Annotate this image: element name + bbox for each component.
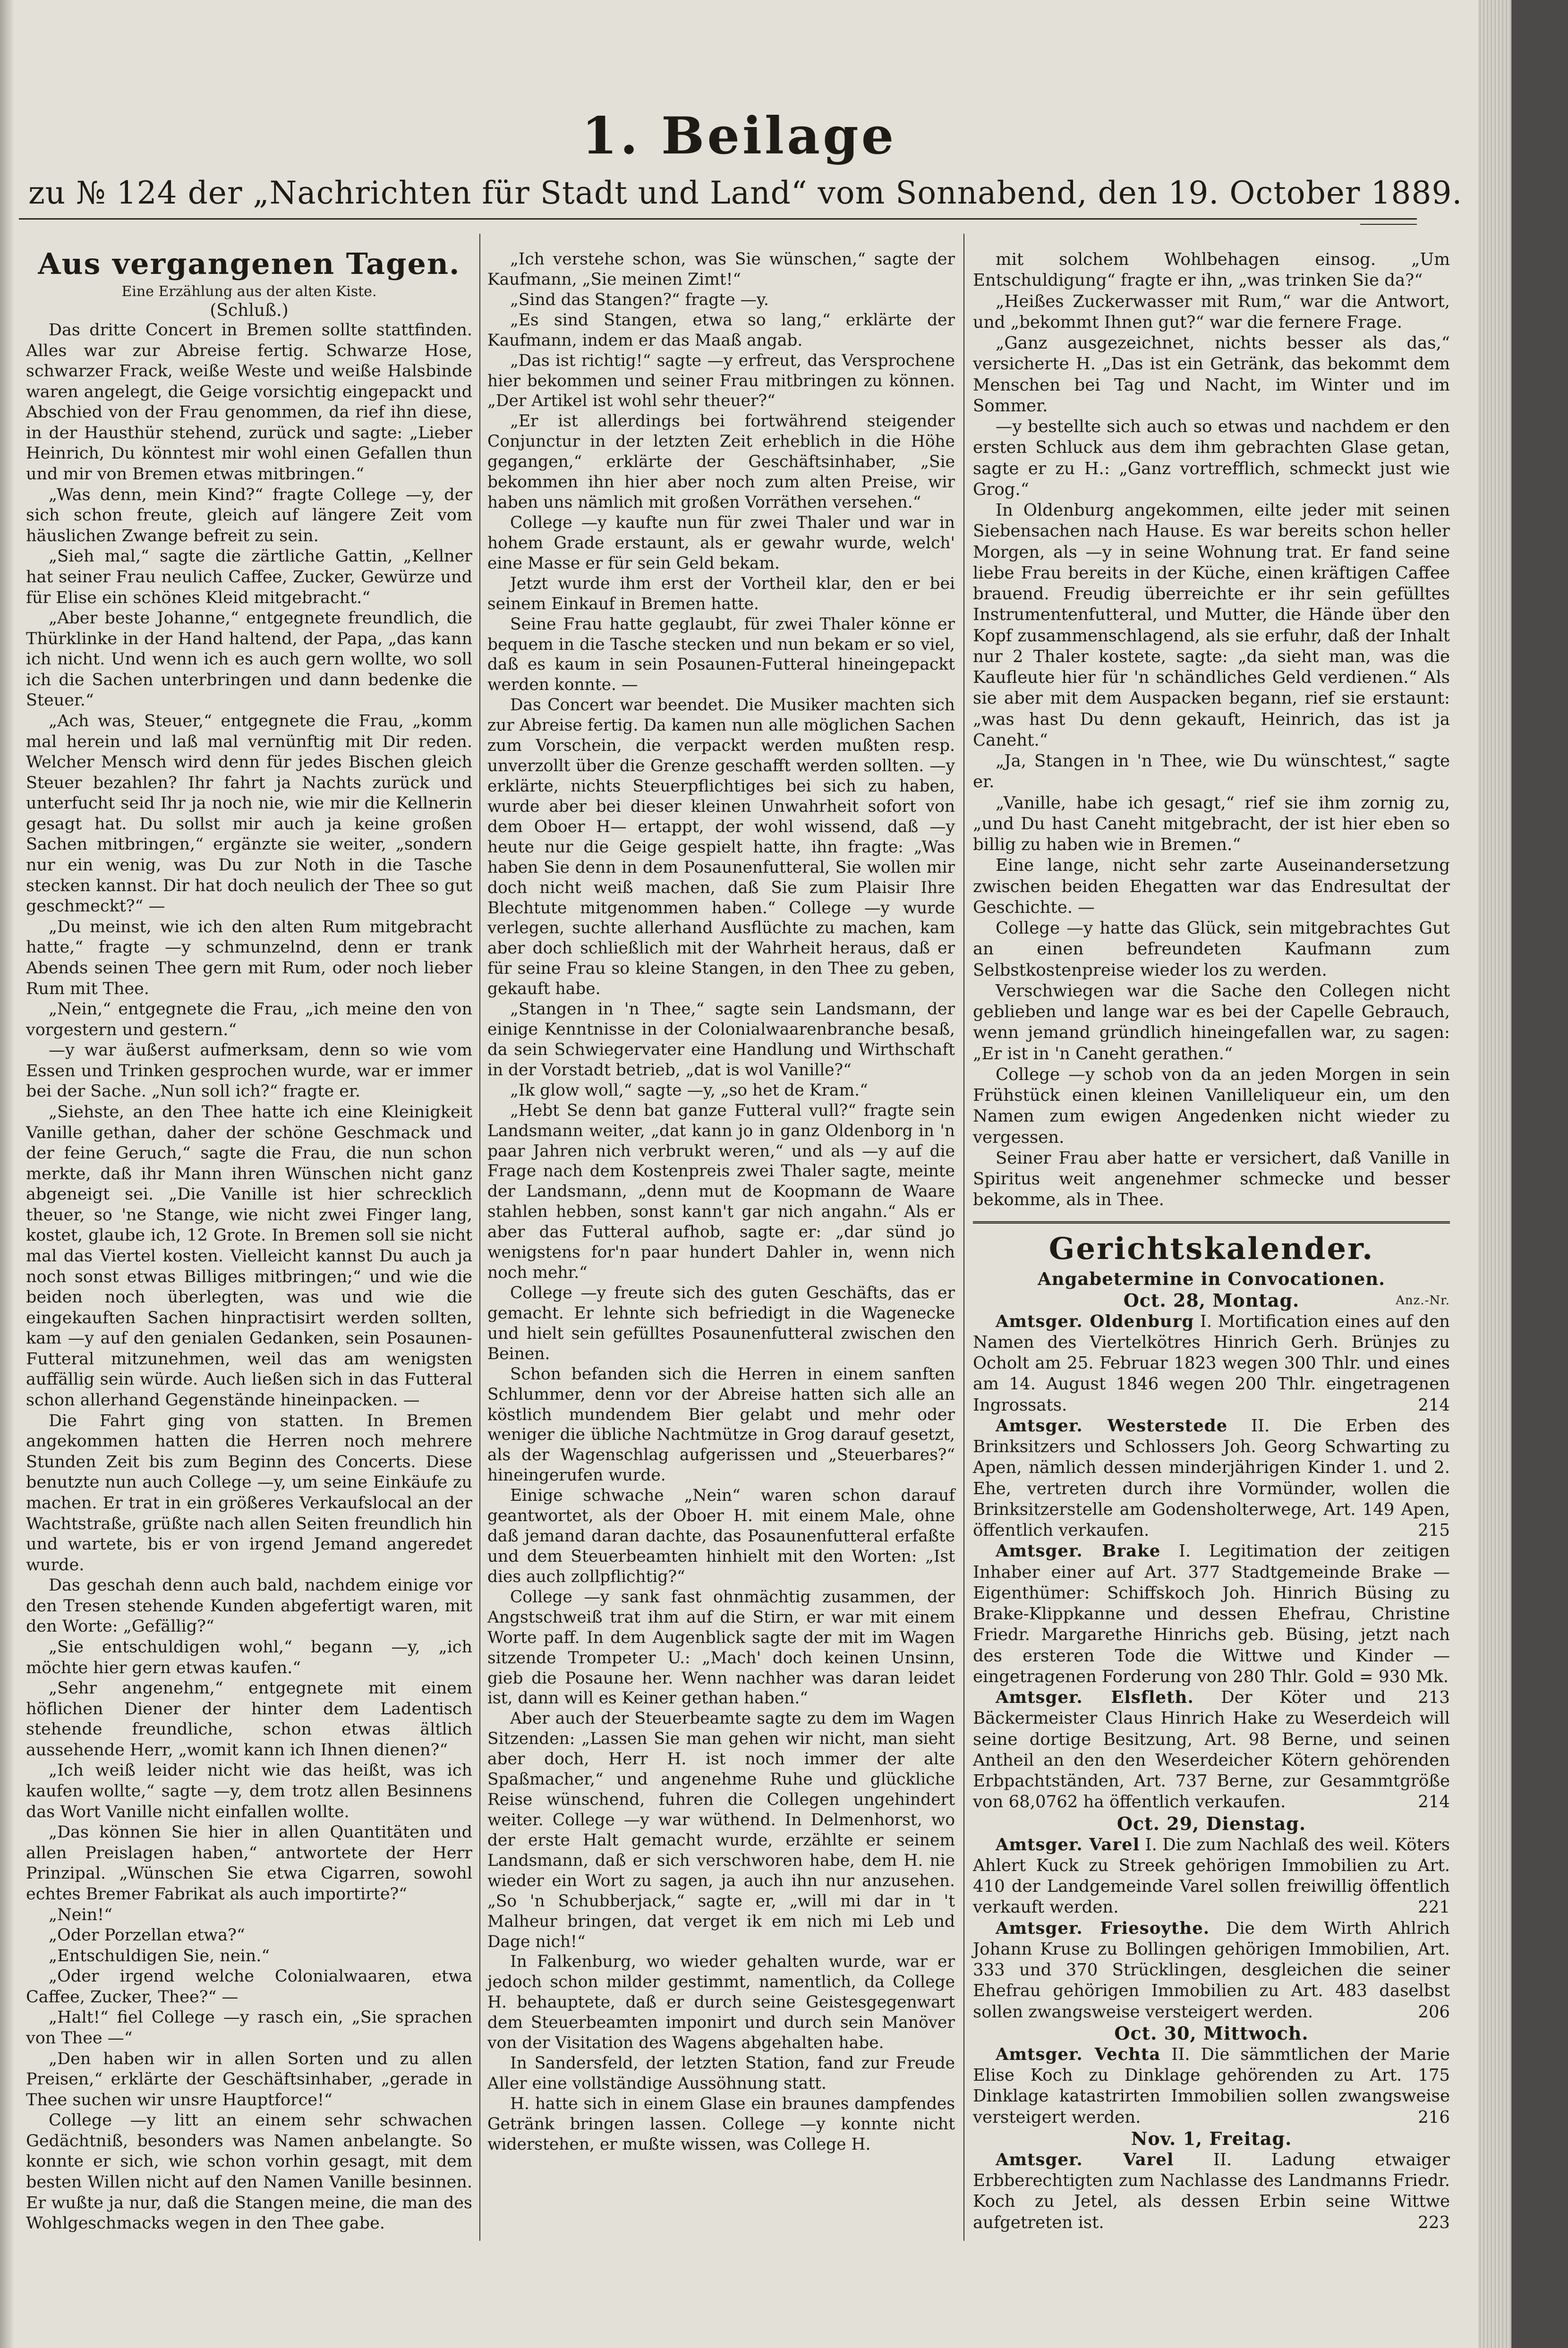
header-rule-short bbox=[1360, 224, 1417, 225]
kalender-date bbox=[973, 2128, 1450, 2150]
story-paragraph: Verschwiegen war die Sache den Collegen nicht geblieben und lange war es bei der Capelle Gebrauch, wenn jemand gründlich hineingefallen war, zu sagen: „Er ist in 'n Caneht gerathen.“ bbox=[973, 981, 1450, 1063]
entry-number: 216 bbox=[1418, 2107, 1450, 2127]
supplement-title: 1. Beilage bbox=[581, 106, 897, 166]
story-paragraph: College —y kaufte nun für zwei Thaler und war in hohem Grade erstaunt, als er gewahr wurde, welch' eine Masse er für sein Geld bekam. bbox=[487, 513, 955, 573]
entry-number: 214 bbox=[1418, 1792, 1450, 1812]
story-paragraph: College —y schob von da an jeden Morgen in sein Frühstück einen kleinen Vanilleliqueur ein, um den Namen zum ewigen Angedenken nicht wieder zu vergessen. bbox=[973, 1064, 1450, 1147]
story-paragraph: „Sehr angenehm,“ entgegnete mit einem höflichen Diener der hinter dem Ladentisch stehende freundliche, schon etwas ältlich aussehende Herr, „womit kann ich Ihnen dienen?“ bbox=[26, 1679, 472, 1760]
entry-description: II. Ladung etwaiger Erbberechtigten zum Nachlasse des Landmanns Friedr. Koch zu Jetel, als dessen Erbin seine Wittwe aufgetreten ist. bbox=[973, 2150, 1450, 2232]
kalender-entry bbox=[973, 1416, 1450, 1541]
story-paragraph: Das Concert war beendet. Die Musiker machten sich zur Abreise fertig. Da kamen nun alle möglichen Sachen zum Vorschein, die verpackt werden mußten resp. unverzollt über die Grenze geschafft werden sollten. —y erklärte, nichts Steuerpflichtiges bei sich zu haben, wurde aber bei dieser kleinen Unwahrheit sofort von dem Oboer H— ertappt, der wohl wissend, daß —y heute nur die Geige gespielt hatte, ihn fragte: „Was haben Sie denn in dem Posaunenfutteral, Sie wollen mir doch nicht weiß machen, daß Sie zum Plaisir Ihre Blechtute mitgenommen haben.“ College —y wurde verlegen, suchte allerhand Ausflüchte zu machen, kam aber doch schließlich mit der Wahrheit heraus, daß er für seine Frau so kleine Stangen, in den Thee zu geben, gekauft habe. bbox=[487, 696, 955, 999]
story-paragraph: „Aber beste Johanne,“ entgegnete freundlich, die Thürklinke in der Hand haltend, der Papa, „das kann ich nicht. Und wenn ich es auch gern wollte, wo soll ich die Sachen unterbringen und dann bedenke die Steuer.“ bbox=[26, 609, 472, 710]
kalender-title: Gerichtskalender. bbox=[1048, 1231, 1374, 1267]
header-rule bbox=[19, 218, 1417, 220]
column-divider-1 bbox=[479, 234, 480, 2241]
story-paragraph: „Es sind Stangen, etwa so lang,“ erklärte der Kaufmann, indem er das Maaß angab. bbox=[487, 310, 955, 350]
story-paragraph: „Sieh mal,“ sagte die zärtliche Gattin, „Kellner hat seiner Frau neulich Caffee, Zucker, Gewürze und für Elise ein schönes Kleid mitgebracht.“ bbox=[26, 547, 472, 607]
story-paragraph: College —y freute sich des guten Geschäfts, das er gemacht. Er lehnte sich befriedigt in die Wagenecke und hielt sein gefülltes Posaunenfutteral zwischen den Beinen. bbox=[487, 1284, 955, 1363]
kalender-date bbox=[973, 1813, 1450, 1835]
story-paragraph: „Stangen in 'n Thee,“ sagte sein Landsmann, der einige Kenntnisse in der Colonialwaarenbranche besaß, da sein Schwiegervater eine Handlung und Wirthschaft in der Vorstadt betrieb, „dat is wol Vanille?“ bbox=[487, 1000, 955, 1080]
kalender-subtitle: Angabetermine in Convocationen. bbox=[1037, 1268, 1386, 1289]
story-column-3 bbox=[973, 249, 1450, 2233]
story-paragraph: College —y litt an einem sehr schwachen Gedächtniß, besonders was Namen anbelangte. So konnte er sich, wie schon vorhin gesagt, mit dem besten Willen nicht auf den Namen Vanille besinnen. Er wußte ja nur, daß die Stangen meine, die man des Wohlgeschmacks wegen in den Thee gabe. bbox=[26, 2111, 472, 2233]
story-paragraph: —y war äußerst aufmerksam, denn so wie vom Essen und Trinken gesprochen wurde, war er immer bei der Sache. „Nun soll ich?“ fragte er. bbox=[26, 1041, 472, 1101]
story-paragraph: „Ich weiß leider nicht wie das heißt, was ich kaufen wollte,“ sagte —y, dem trotz allen Besinnens das Wort Vanille nicht einfallen wollte. bbox=[26, 1761, 472, 1821]
story-paragraph: Seine Frau hatte geglaubt, für zwei Thaler könne er bequem in die Tasche stecken und nun bekam er so viel, daß es kaum in sein Posaunen-Futteral hineingepackt werden konnte. — bbox=[487, 614, 955, 695]
page-edges bbox=[1478, 0, 1511, 2348]
story-paragraph: „Halt!“ fiel College —y rasch ein, „Sie sprachen von Thee —“ bbox=[26, 2008, 472, 2048]
story-paragraph: H. hatte sich in einem Glase ein braunes dampfendes Getränk bringen lassen. College —y konnte nicht widerstehen, er mußte wissen, was College H. bbox=[487, 2094, 955, 2154]
story-subtitle: Eine Erzählung aus der alten Kiste. bbox=[121, 283, 377, 300]
kalender-body bbox=[973, 1290, 1450, 2233]
story-paragraph: „Heißes Zuckerwasser mit Rum,“ war die Antwort, und „bekommt Ihnen gut?“ war die fernere Frage. bbox=[973, 291, 1450, 332]
kalender-date-label: Oct. 29, Dienstag. bbox=[1116, 1812, 1306, 1834]
kalender-entry bbox=[973, 1918, 1450, 2023]
story-paragraph: Jetzt wurde ihm erst der Vortheil klar, den er bei seinem Einkauf in Bremen hatte. bbox=[487, 574, 955, 613]
kalender-entry-text bbox=[973, 1918, 1450, 2023]
story-paragraph: In Sandersfeld, der letzten Station, fand zur Freude Aller eine vollständige Aussöhnung statt. bbox=[487, 2054, 955, 2093]
kalender-entry-text bbox=[973, 1687, 1450, 1813]
story-paragraph: College —y hatte das Glück, sein mitgebrachtes Gut an einen befreundeten Kaufmann zum Selbstkostenpreise wieder los zu werden. bbox=[973, 919, 1450, 980]
page-gutter bbox=[0, 0, 14, 2348]
story-column-3-body bbox=[973, 249, 1450, 1211]
story-paragraph: „Er ist allerdings bei fortwährend steigender Conjunctur in der letzten Zeit erheblich in die Höhe gegangen,“ erklärte der Geschäftsinhaber, „Sie bekommen ihn hier aber noch zum alten Preise, wir haben uns nämlich mit großen Vorräthen versehen.“ bbox=[487, 412, 955, 512]
kalender-entry-text bbox=[973, 1416, 1450, 1541]
kalender-separator bbox=[973, 1221, 1450, 1224]
kalender-entry bbox=[973, 2044, 1450, 2128]
story-paragraph: „Hebt Se denn bat ganze Futteral vull?“ fragte sein Landsmann weiter, „dat kann jo in ganz Oldenborg in 'n paar Jahren nich verbrukt weren,“ und als —y auf die Frage nach dem Kostenpreis zwei Thaler sagte, meinte der Landsmann, „denn mut de Koopmann de Waare stahlen hebben, sonst kann't gar nich angahn.“ Als er aber das Futteral aufhob, sagte er: „dar sünd jo wenigstens for'n paar hundert Dahler in, wenn nich noch mehr.“ bbox=[487, 1101, 955, 1283]
entry-description: Die dem Wirth Ahlrich Johann Kruse zu Bollingen gehörigen Immobilien, Art. 333 und 370 Strücklingen, desgleichen die seiner Ehefrau gehörigen Immobilien zu Art. 483 daselbst sollen zwangsweise versteigert werden. bbox=[973, 1918, 1450, 2022]
entry-description: I. Legitimation der zeitigen Inhaber einer auf Art. 377 Stadtgemeinde Brake — Eigenthümer: Schiffskoch Joh. Hinrich Büsing zu Brake-Klippkanne und dessen Ehefrau, Christine Friedr. Margarethe Hinrichs geb. Büsing, jetzt nach des ersteren Tode die Wittwe und Kinder — eingetragenen Forderung von 280 Thlr. Gold = 930 Mk. bbox=[973, 1541, 1450, 1686]
story-paragraph: „Oder irgend welche Colonialwaaren, etwa Caffee, Zucker, Thee?“ — bbox=[26, 1967, 472, 2007]
kalender-entry-text bbox=[973, 1311, 1450, 1416]
entry-number: 206 bbox=[1418, 2002, 1450, 2022]
entry-description: II. Die Erben des Brinksitzers und Schlossers Joh. Georg Schwarting zu Apen, nämlich dessen minderjährigen Kinder 1. und 2. Ehe, vertreten durch ihre Vormünder, wollen die Brinksitzerstelle am Godensholterwege, Art. 149 Apen, öffentlich verkaufen. bbox=[973, 1416, 1450, 1540]
story-paragraph: „Oder Porzellan etwa?“ bbox=[49, 1926, 245, 1945]
story-paragraph: „Vanille, habe ich gesagt,“ rief sie ihm zornig zu, „und Du hast Caneht mitgebracht, der ist hier eben so billig zu haben wie in Bremen.“ bbox=[973, 793, 1450, 854]
story-column-1-body bbox=[26, 320, 472, 2234]
story-paragraph: In Oldenburg angekommen, eilte jeder mit seinen Siebensachen nach Hause. Es war bereits schon heller Morgen, als —y in seine Wohnung trat. Er fand seine liebe Frau bereits in der Küche, einen kräftigen Caffee brauend. Freudig überreichte er ihr sein gefülltes Instrumentenfutteral, und Mutter, die Hände über den Kopf zusammenschlagend, als sie erfuhr, daß der Inhalt nur 2 Thaler kostete, sagte: „da sieht man, was die Kaufleute hier für 'n schändliches Geld verdienen.“ Als sie aber mit dem Auspacken begann, rief sie erstaunt: „was hast Du denn gekauft, Heinrich, das ist ja Caneht.“ bbox=[973, 501, 1450, 750]
column-divider-2 bbox=[963, 234, 964, 2241]
story-paragraph: mit solchem Wohlbehagen einsog. „Um Entschuldigung“ fragte er ihn, „was trinken Sie da?“ bbox=[973, 250, 1450, 290]
story-paragraph: Schon befanden sich die Herren in einem sanften Schlummer, denn vor der Abreise hatten sich alle an köstlich mundendem Bier gelabt und mehr oder weniger die übliche Nachtmütze in Grog darauf gesetzt, als der Wagenschlag aufgerissen und „Steuerbares?“ hineingerufen wurde. bbox=[487, 1364, 955, 1485]
entry-number: 213 bbox=[1418, 1688, 1450, 1707]
story-paragraph: „Ganz ausgezeichnet, nichts besser als das,“ versicherte H. „Das ist ein Getränk, das bekommt dem Menschen bei Tag und Nacht, im Winter und im Sommer. bbox=[973, 333, 1450, 416]
story-paragraph: Aber auch der Steuerbeamte sagte zu dem im Wagen Sitzenden: „Lassen Sie man gehen wir nicht, man sieht aber doch, Herr H. ist noch immer der alte Spaßmacher,“ und angenehme Ruhe und glückliche Reise wünschend, fuhren die Collegen ungehindert weiter. College —y war wüthend. In Delmenhorst, wo der erste Halt gemacht wurde, erzählte er seinem Landsmann, daß er sich verschworen habe, dem H. nie wieder ein Wort zu sagen, ja auch ihn nur anzusehen. „So 'n Schubberjack,“ sagte er, „will mi dar in 't Malheur bringen, dat verget ik em nich mi Leb und Dage nich!“ bbox=[487, 1709, 955, 1951]
story-paragraph: „Den haben wir in allen Sorten und zu allen Preisen,“ erklärte der Geschäftsinhaber, „gerade in Thee suchen wir unsre Hauptforce!“ bbox=[26, 2049, 472, 2110]
entry-description: I. Mortification eines auf den Namen des Viertelkötres Hinrich Gerh. Brünjes zu Ocholt am 25. Februar 1823 wegen 300 Thlr. und eines am 14. August 1846 wegen 200 Thlr. eingetragenen Ingrossats. bbox=[973, 1311, 1450, 1415]
kalender-date-label: Nov. 1, Freitag. bbox=[1131, 2127, 1292, 2149]
story-paragraph: „Was denn, mein Kind?“ fragte College —y, der sich schon freute, gleich auf längere Zeit vom häuslichen Zwange befreit zu sein. bbox=[26, 485, 472, 545]
story-column-2-body bbox=[487, 249, 955, 2155]
kalender-entry-text bbox=[973, 2044, 1450, 2128]
kalender-date-label: Oct. 30, Mittwoch. bbox=[1114, 2022, 1309, 2044]
court-name: Amtsger. Elsfleth. bbox=[996, 1688, 1194, 1707]
court-name: Amtsger. Westerstede bbox=[996, 1416, 1228, 1436]
court-name: Amtsger. Varel bbox=[996, 1835, 1140, 1855]
court-name: Amtsger. Brake bbox=[996, 1541, 1161, 1561]
story-paragraph: „Das können Sie hier in allen Quantitäten und allen Preislagen haben,“ antwortete der Herr Prinzipal. „Wünschen Sie etwa Cigarren, sowohl echtes Bremer Fabrikat als auch importirte?“ bbox=[26, 1823, 472, 1904]
story-column-2 bbox=[487, 249, 955, 2155]
court-name: Amtsger. Varel bbox=[996, 2150, 1174, 2169]
story-paragraph: „Nein!“ bbox=[49, 1905, 113, 1924]
story-paragraph: Die Fahrt ging von statten. In Bremen angekommen hatten die Herren noch mehrere Stunden Zeit bis zum Beginn des Concerts. Diese benutzte nun auch College —y, um seine Einkäufe zu machen. Er trat in ein größeres Verkaufslocal an der Wachtstraße, grüßte nach allen Seiten freundlich hin und wartete, bis er von irgend Jemand angeredet wurde. bbox=[26, 1411, 472, 1574]
supplement-subtitle: zu № 124 der „Nachrichten für Stadt und Land“ vom Sonnabend, den 19. October 1889. bbox=[28, 175, 1463, 211]
story-paragraph: „Ich verstehe schon, was Sie wünschen,“ sagte der Kaufmann, „Sie meinen Zimt!“ bbox=[487, 250, 955, 289]
story-paragraph: Einige schwache „Nein“ waren schon darauf geantwortet, als der Oboer H. mit einem Male, ohne daß jemand daran dachte, das Posaunenfutteral erfaßte und dem Steuerbeamten hinhielt mit den Worten: „Ist dies auch zollpflichtig?“ bbox=[487, 1486, 955, 1586]
entry-description: Der Köter und Bäckermeister Claus Hinrich Hake zu Weserdeich will seine dortige Besitzung, Art. 98 Berne, und seinen Antheil an den den Weserdeicher Kötern gehörenden Erbpachtständen, Art. 737 Berne, zur Gesammtgröße von 68,0762 ha öffentlich verkaufen. bbox=[973, 1688, 1450, 1812]
story-column-1 bbox=[26, 246, 472, 2234]
story-paragraph: „Ik glow woll,“ sagte —y, „so het de Kram.“ bbox=[510, 1080, 868, 1100]
kalender-entry-text bbox=[973, 1835, 1450, 1918]
kalender-date bbox=[973, 2023, 1450, 2044]
story-paragraph: In Falkenburg, wo wieder gehalten wurde, war er jedoch schon milder gestimmt, namentlich, da College H. behauptete, daß er durch seine Geistesgegenwart dem Steuerbeamten imponirt und durch sein Manöver von der Visitation des Wagens abgehalten habe. bbox=[487, 1952, 955, 2053]
story-paragraph: „Entschuldigen Sie, nein.“ bbox=[49, 1946, 270, 1965]
entry-description: I. Die zum Nachlaß des weil. Köters Ahlert Kuck zu Streek gehörigen Immobilien zu Art. 410 der Landgemeinde Varel sollen freiwillig öffentlich verkauft werden. bbox=[973, 1835, 1450, 1917]
story-paragraph: Das geschah denn auch bald, nachdem einige vor den Tresen stehende Kunden abgefertigt waren, mit den Worte: „Gefällig?“ bbox=[26, 1576, 472, 1636]
story-paragraph: Seiner Frau aber hatte er versichert, daß Vanille in Spiritus weit angenehmer schmecke und besser bekomme, als in Thee. bbox=[973, 1148, 1450, 1210]
kalender-entry bbox=[973, 1311, 1450, 1416]
court-name: Amtsger. Friesoythe. bbox=[996, 1918, 1210, 1938]
story-paragraph: College —y sank fast ohnmächtig zusammen, der Angstschweiß trat ihm auf die Stirn, er war mit einem Worte paff. In dem Augenblick sagte der mit im Wagen sitzende Trompeter U.: „Mach' doch keinen Unsinn, gieb die Posaune her. Wenn nachher was daran leidet ist, dann will es Keiner gethan haben.“ bbox=[487, 1587, 955, 1708]
kalender-date bbox=[973, 1290, 1450, 1311]
court-name: Amtsger. Vechta bbox=[996, 2044, 1161, 2064]
entry-number: 214 bbox=[1418, 1395, 1450, 1415]
anz-nr-label: Anz.-Nr. bbox=[1396, 1293, 1450, 1308]
kalender-entry bbox=[973, 2150, 1450, 2233]
story-paragraph: „Das ist richtig!“ sagte —y erfreut, das Versprochene hier bekommen und seiner Frau mitbringen zu können. „Der Artikel ist wohl sehr theuer?“ bbox=[487, 351, 955, 411]
story-paragraph: Eine lange, nicht sehr zarte Auseinandersetzung zwischen beiden Ehegatten war das Endresultat der Geschichte. — bbox=[973, 856, 1450, 917]
entry-number: 221 bbox=[1418, 1897, 1450, 1917]
kalender-entry bbox=[973, 1687, 1450, 1813]
court-name: Amtsger. Oldenburg bbox=[996, 1311, 1194, 1331]
story-paragraph: „Du meinst, wie ich den alten Rum mitgebracht hatte,“ fragte —y schmunzelnd, denn er trank Abends seinen Thee gern mit Rum, oder noch lieber Rum mit Thee. bbox=[26, 917, 472, 998]
entry-description: II. Die sämmtlichen der Marie Elise Koch zu Dinklage gehörenden zu Art. 175 Dinklage katastrirten Immobilien sollen zwangsweise versteigert werden. bbox=[973, 2044, 1450, 2127]
story-title: Aus vergangenen Tagen. bbox=[38, 247, 460, 281]
entry-number: 215 bbox=[1418, 1521, 1450, 1540]
story-paragraph: —y bestellte sich auch so etwas und nachdem er den ersten Schluck aus dem ihm gebrachten Glase getan, sagte er zu H.: „Ganz vortrefflich, schmeckt just wie Grog.“ bbox=[973, 417, 1450, 499]
story-paragraph: „Sie entschuldigen wohl,“ begann —y, „ich möchte hier gern etwas kaufen.“ bbox=[26, 1638, 472, 1677]
story-paragraph: „Siehste, an den Thee hatte ich eine Kleinigkeit Vanille gethan, daher der schöne Geschmack und der feine Geruch,“ sagte die Frau, die nun schon merkte, daß ihr Mann ihren Wünschen nicht ganz abgeneigt sei. „Die Vanille ist hier schrecklich theuer, so 'ne Stange, wie nicht zwei Finger lang, kostet, glaube ich, 12 Grote. In Bremen soll sie nicht mal das Viertel kosten. Vielleicht kannst Du auch ja noch sonst etwas Billiges mitbringen;“ und wie die beiden noch überlegten, was und wie die eingekauften Sachen hinpractisirt werden sollten, kam —y auf den genialen Gedanken, sein Posaunen-Futteral mitzunehmen, weil das am wenigsten auffällig sein würde. Auch ließen sich in das Futteral schon allerhand Gegenstände hineinpacken. — bbox=[26, 1102, 472, 1410]
entry-number: 223 bbox=[1418, 2212, 1450, 2232]
kalender-entry bbox=[973, 1835, 1450, 1918]
kalender-entry-text bbox=[973, 2150, 1450, 2233]
story-part: (Schluß.) bbox=[210, 301, 289, 320]
story-paragraph: „Sind das Stangen?“ fragte —y. bbox=[510, 290, 769, 309]
story-paragraph: „Ach was, Steuer,“ entgegnete die Frau, „komm mal herein und laß mal vernünftig mit Dir reden. Welcher Mensch wird denn für jedes Bischen gleich Steuer bezahlen? Ihr fahrt ja Nachts zurück und unterfucht seid Ihr ja noch nie, wie mir die Kellnerin gesagt hat. Du sollst mir auch ja keine großen Sachen mitbringen,“ ergänzte sie weiter, „sondern nur ein wenig, was Du zur Noth in die Tasche stecken kannst. Dir hat doch neulich der Thee so gut geschmeckt?“ — bbox=[26, 711, 472, 916]
story-paragraph: „Nein,“ entgegnete die Frau, „ich meine den von vorgestern und gestern.“ bbox=[26, 1000, 472, 1039]
story-paragraph: Das dritte Concert in Bremen sollte stattfinden. Alles war zur Abreise fertig. Schwarze Hose, schwarzer Frack, weiße Weste und weiße Halsbinde waren angelegt, die Geige vorsichtig eingepackt und Abschied von der Frau genommen, da rief ihn diese, in der Hausthür stehend, zurück und sagte: „Lieber Heinrich, Du könntest mir wohl einen Gefallen thun und mir von Bremen etwas mitbringen.“ bbox=[26, 321, 472, 484]
story-paragraph: „Ja, Stangen in 'n Thee, wie Du wünschtest,“ sagte er. bbox=[973, 751, 1450, 792]
kalender-date-label: Oct. 28, Montag. bbox=[1123, 1289, 1300, 1311]
